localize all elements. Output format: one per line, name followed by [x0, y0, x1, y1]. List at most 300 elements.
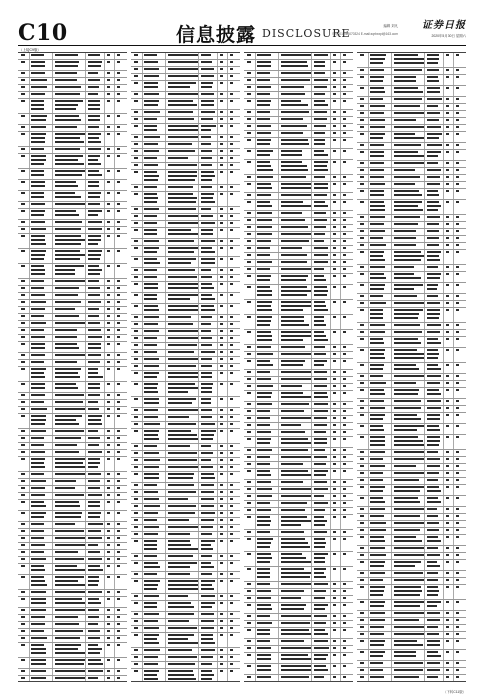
table-cell-text: [333, 212, 336, 214]
table-cell-text: [31, 170, 44, 172]
table-cell-text: [314, 79, 328, 81]
table-cell-text: [427, 440, 440, 442]
table-cell-text: [230, 358, 233, 360]
table-cell-text: [314, 316, 324, 318]
table-cell-text: [333, 301, 336, 303]
table-cell-text: [88, 329, 101, 331]
table-cell-text: [168, 620, 189, 622]
table-row: [131, 60, 240, 67]
table-cell-text: [107, 86, 110, 88]
table-row: [244, 138, 353, 149]
table-cell-text: [107, 100, 110, 102]
table-cell-text: [144, 555, 157, 557]
issue-date: 2020年5月30日 星期六: [431, 34, 466, 38]
table-cell-text: [343, 219, 346, 221]
table-cell-text: [360, 133, 364, 135]
table-cell-text: [370, 669, 383, 671]
table-cell-text: [168, 416, 189, 418]
table-cell-text: [394, 633, 424, 635]
table-cell-text: [257, 132, 271, 134]
table-cell-text: [394, 364, 416, 366]
table-cell-text: [281, 456, 311, 458]
table-cell-text: [168, 229, 191, 231]
table-cell-text: [230, 409, 233, 411]
table-cell-text: [168, 466, 198, 468]
table-cell-text: [117, 54, 120, 56]
editor-line: 编辑 刘凡: [383, 24, 398, 28]
table-cell-text: [55, 104, 78, 106]
table-cell-text: [343, 538, 346, 540]
table-row: [244, 352, 353, 359]
table-cell-text: [117, 591, 120, 593]
table-cell-text: [247, 385, 251, 387]
table-cell-text: [201, 638, 213, 640]
table-cell-text: [31, 576, 44, 578]
table-cell-text: [394, 353, 424, 355]
table-cell-text: [134, 627, 138, 629]
table-cell-text: [220, 351, 223, 353]
table-row: [131, 350, 240, 357]
table-cell-text: [55, 637, 80, 639]
table-cell-text: [144, 68, 159, 70]
table-cell-text: [55, 580, 78, 582]
table-row: [357, 546, 466, 553]
table-cell-text: [144, 466, 159, 468]
table-cell-text: [220, 484, 223, 486]
table-cell-text: [394, 255, 424, 257]
table-cell-text: [314, 410, 328, 412]
table-cell-text: [281, 331, 311, 333]
table-cell-text: [314, 165, 327, 167]
table-cell-text: [144, 82, 158, 84]
table-cell-text: [257, 542, 271, 544]
table-cell-text: [427, 472, 439, 474]
table-cell-text: [88, 86, 99, 88]
table-cell-text: [257, 417, 270, 419]
table-cell-text: [117, 637, 120, 639]
table-cell-text: [343, 100, 346, 102]
table-cell-text: [134, 595, 138, 597]
table-cell-text: [394, 515, 420, 517]
table-cell-text: [144, 391, 158, 393]
table-cell-text: [281, 294, 307, 296]
table-cell-text: [21, 480, 25, 482]
table-row: [357, 265, 466, 272]
table-row: [244, 653, 353, 664]
table-cell-text: [360, 554, 364, 556]
table-cell-text: [370, 626, 384, 628]
table-cell-text: [220, 430, 223, 432]
table-row: [18, 307, 127, 314]
table-cell-text: [201, 157, 212, 159]
table-cell-text: [168, 678, 196, 680]
table-cell-text: [343, 240, 346, 242]
table-cell-text: [21, 670, 25, 672]
table-cell-text: [220, 136, 223, 138]
table-cell-text: [370, 486, 385, 488]
table-cell-text: [55, 419, 76, 421]
table-row: [131, 329, 240, 336]
table-cell-text: [257, 424, 270, 426]
table-cell-text: [31, 235, 45, 237]
table-cell-text: [144, 663, 158, 665]
table-cell-text: [168, 262, 191, 264]
table-cell-text: [117, 250, 120, 252]
table-row: [244, 232, 353, 239]
table-cell-text: [134, 555, 138, 557]
table-cell-text: [314, 583, 328, 585]
table-row: [244, 330, 353, 345]
table-cell-text: [370, 547, 385, 549]
table-cell-text: [314, 154, 328, 156]
table-cell-text: [107, 644, 110, 646]
table-cell-text: [55, 591, 85, 593]
table-cell-text: [281, 640, 304, 642]
table-cell-text: [55, 361, 77, 363]
table-cell-text: [21, 322, 25, 324]
table-cell-text: [144, 533, 158, 535]
table-cell-text: [446, 407, 449, 409]
table-cell-text: [201, 186, 212, 188]
table-cell-text: [168, 287, 198, 289]
table-cell-text: [281, 61, 307, 63]
table-cell-text: [257, 481, 271, 483]
table-cell-text: [88, 174, 102, 176]
table-cell-text: [427, 176, 440, 178]
table-cell-text: [220, 294, 223, 296]
table-cell-text: [55, 119, 81, 121]
table-cell-text: [88, 100, 100, 102]
table-cell-text: [134, 330, 138, 332]
table-cell-text: [201, 305, 214, 307]
table-cell-text: [107, 480, 110, 482]
table-row: [357, 161, 466, 168]
table-row: [244, 589, 353, 596]
table-cell-text: [201, 491, 214, 493]
table-cell-text: [220, 305, 223, 307]
table-cell-text: [281, 516, 307, 518]
table-cell-text: [134, 526, 138, 528]
table-cell-text: [343, 470, 346, 472]
table-cell-text: [220, 344, 223, 346]
table-cell-text: [230, 573, 233, 575]
table-cell-text: [247, 219, 251, 221]
table-row: [357, 125, 466, 132]
table-cell-text: [257, 371, 270, 373]
table-cell-text: [427, 561, 437, 563]
table-cell-text: [343, 72, 346, 74]
table-cell-text: [55, 681, 77, 682]
table-cell-text: [201, 323, 211, 325]
table-cell-text: [55, 214, 79, 216]
table-cell-text: [446, 190, 449, 192]
table-cell-text: [117, 630, 120, 632]
table-cell-text: [144, 459, 160, 461]
table-cell-text: [107, 336, 110, 338]
table-cell-text: [168, 100, 193, 102]
table-cell-text: [360, 273, 364, 275]
table-cell-text: [55, 616, 78, 618]
table-cell-text: [107, 221, 110, 223]
table-cell-text: [88, 584, 98, 586]
table-cell-text: [230, 466, 233, 468]
table-cell-text: [144, 498, 159, 500]
table-cell-text: [446, 266, 449, 268]
table-cell-text: [117, 576, 120, 578]
table-cell-text: [394, 205, 418, 207]
table-cell-text: [427, 112, 440, 114]
table-cell-text: [168, 240, 194, 242]
table-cell-text: [168, 383, 195, 385]
table-cell-text: [427, 126, 441, 128]
table-cell-text: [117, 523, 120, 525]
table-cell-text: [360, 662, 364, 664]
table-cell-text: [220, 491, 223, 493]
table-cell-text: [427, 295, 438, 297]
table-cell-text: [394, 400, 421, 402]
table-row: [131, 539, 240, 554]
table-cell-text: [247, 286, 251, 288]
table-cell-text: [88, 322, 100, 324]
table-cell-text: [168, 674, 194, 676]
table-cell-text: [456, 382, 459, 384]
table-cell-text: [201, 452, 213, 454]
table-cell-text: [370, 273, 384, 275]
table-cell-text: [456, 536, 459, 538]
table-cell-text: [144, 193, 157, 195]
table-cell-text: [201, 649, 215, 651]
table-cell-text: [220, 54, 223, 56]
table-cell-text: [370, 389, 384, 391]
table-cell-text: [370, 605, 384, 607]
table-cell-text: [230, 68, 233, 70]
table-cell-text: [314, 516, 324, 518]
table-cell-text: [117, 203, 120, 205]
table-cell-text: [134, 383, 138, 385]
table-cell-text: [257, 320, 271, 322]
table-cell-text: [456, 183, 459, 185]
table-cell-text: [230, 208, 233, 210]
table-cell-text: [144, 642, 159, 644]
table-cell-text: [446, 436, 449, 438]
table-cell-text: [144, 143, 158, 145]
table-cell-text: [21, 537, 25, 539]
table-cell-text: [144, 434, 158, 436]
table-cell-text: [281, 495, 311, 497]
table-cell-text: [31, 544, 45, 546]
table-cell-text: [117, 155, 120, 157]
table-cell-text: [107, 383, 110, 385]
table-cell-text: [446, 586, 449, 588]
table-cell-text: [144, 125, 157, 127]
table-cell-text: [88, 430, 98, 432]
table-cell-text: [333, 371, 336, 373]
table-cell-text: [394, 440, 423, 442]
table-row: [357, 639, 466, 650]
table-cell-text: [333, 233, 336, 235]
table-cell-text: [247, 93, 251, 95]
table-row: [131, 451, 240, 458]
table-cell-text: [201, 642, 215, 644]
table-cell-text: [257, 658, 271, 660]
table-cell-text: [333, 449, 336, 451]
table-cell-text: [144, 383, 158, 385]
table-cell-text: [55, 437, 81, 439]
table-cell-text: [314, 268, 324, 270]
table-row: [357, 478, 466, 485]
table-cell-text: [314, 104, 328, 106]
table-cell-text: [107, 677, 110, 679]
table-cell-text: [456, 651, 459, 653]
table-cell-text: [201, 663, 212, 665]
table-row: [131, 221, 240, 228]
table-cell-text: [220, 337, 223, 339]
table-cell-text: [394, 425, 424, 427]
table-row: [357, 374, 466, 381]
table-cell-text: [21, 551, 25, 553]
table-row: [244, 515, 353, 530]
table-cell-text: [257, 509, 271, 511]
table-cell-text: [360, 508, 364, 510]
table-row: [357, 53, 466, 68]
table-cell-text: [394, 561, 421, 563]
table-cell-text: [55, 308, 75, 310]
table-cell-text: [134, 663, 138, 665]
table-cell-text: [220, 186, 223, 188]
table-row: [131, 246, 240, 257]
table-cell-text: [343, 254, 346, 256]
table-cell-text: [55, 466, 85, 468]
table-cell-text: [314, 553, 328, 555]
table-cell-text: [314, 219, 327, 221]
table-cell-text: [360, 201, 364, 203]
table-cell-text: [281, 542, 308, 544]
table-cell-text: [21, 637, 25, 639]
table-cell-text: [427, 266, 438, 268]
table-cell-text: [333, 226, 336, 228]
table-cell-text: [55, 86, 81, 88]
table-row: [18, 154, 127, 169]
table-cell-text: [370, 594, 383, 596]
table-cell-text: [21, 93, 25, 95]
table-cell-text: [31, 72, 45, 74]
table-cell-text: [257, 212, 272, 214]
table-cell-text: [88, 591, 102, 593]
table-cell-text: [427, 54, 439, 56]
table-cell-text: [220, 125, 223, 127]
table-cell-text: [281, 590, 304, 592]
table-cell-text: [201, 372, 212, 374]
table-cell-text: [343, 590, 346, 592]
table-cell-text: [360, 451, 364, 453]
table-cell-text: [427, 80, 439, 82]
table-cell-text: [446, 601, 449, 603]
table-cell-text: [360, 324, 364, 326]
table-row: [357, 618, 466, 625]
table-cell-text: [55, 287, 79, 289]
table-cell-text: [31, 494, 45, 496]
table-row: [244, 71, 353, 78]
table-cell-text: [31, 269, 45, 271]
table-cell-text: [134, 305, 138, 307]
table-row: [357, 75, 466, 86]
table-cell-text: [88, 170, 99, 172]
table-cell-text: [394, 357, 424, 359]
table-cell-text: [314, 226, 326, 228]
table-cell-text: [370, 655, 383, 657]
table-cell-text: [394, 418, 421, 420]
table-cell-text: [168, 387, 198, 389]
table-cell-text: [370, 244, 386, 246]
table-cell-text: [427, 76, 438, 78]
table-cell-text: [281, 150, 302, 152]
table-cell-text: [456, 400, 459, 402]
table-cell-text: [343, 194, 346, 196]
table-cell-text: [314, 676, 324, 678]
table-cell-text: [360, 266, 364, 268]
table-cell-text: [201, 383, 213, 385]
table-cell-text: [230, 663, 233, 665]
table-cell-text: [394, 338, 418, 340]
table-cell-text: [360, 579, 364, 581]
table-row: [244, 487, 353, 494]
table-cell-text: [31, 54, 44, 56]
table-cell-text: [107, 458, 110, 460]
table-cell-text: [360, 338, 364, 340]
table-cell-text: [394, 62, 424, 64]
table-cell-text: [394, 540, 422, 542]
table-cell-text: [117, 93, 120, 95]
table-cell-text: [343, 268, 346, 270]
table-cell-text: [314, 118, 327, 120]
table-cell-text: [394, 183, 415, 185]
table-cell-text: [257, 524, 270, 526]
table-cell-text: [257, 301, 272, 303]
table-cell-text: [31, 466, 45, 468]
table-cell-text: [427, 375, 441, 377]
table-cell-text: [333, 509, 336, 511]
table-cell-text: [55, 401, 83, 403]
table-cell-text: [247, 424, 251, 426]
table-cell-text: [394, 273, 414, 275]
table-cell-text: [201, 526, 213, 528]
table-row: [244, 274, 353, 285]
table-cell-text: [370, 444, 385, 446]
table-row: [18, 132, 127, 147]
table-cell-text: [281, 669, 311, 671]
table-cell-text: [21, 115, 25, 117]
table-cell-text: [456, 554, 459, 556]
table-cell-text: [370, 501, 385, 503]
table-cell-text: [394, 429, 417, 431]
table-cell-text: [360, 586, 364, 588]
table-cell-text: [314, 61, 325, 63]
table-row: [244, 530, 353, 537]
table-cell-text: [257, 165, 271, 167]
table-cell-text: [21, 126, 25, 128]
table-cell-text: [168, 258, 196, 260]
table-cell-text: [220, 634, 223, 636]
table-cell-text: [55, 677, 85, 679]
table-row: [244, 260, 353, 267]
table-row: [18, 264, 127, 279]
table-row: [18, 500, 127, 511]
table-cell-text: [144, 222, 157, 224]
table-cell-text: [333, 481, 336, 483]
table-cell-text: [55, 576, 84, 578]
table-cell-text: [456, 251, 459, 253]
table-cell-text: [370, 54, 386, 56]
